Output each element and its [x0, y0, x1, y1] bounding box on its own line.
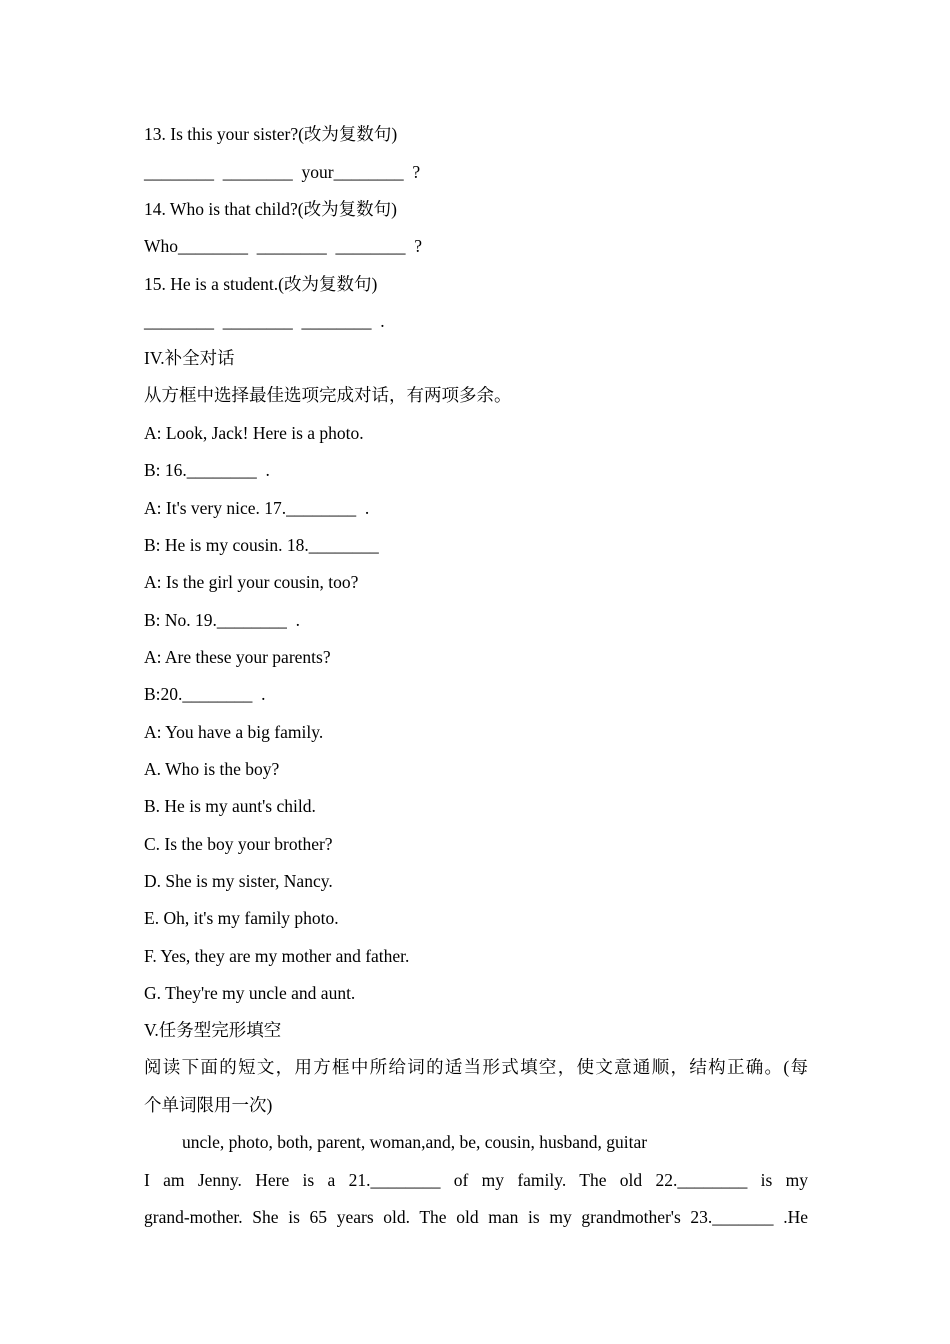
option-f: F. Yes, they are my mother and father. [144, 946, 410, 966]
answer-blanks-13: ________ ________ your________ ? [144, 162, 421, 182]
option-e: E. Oh, it's my family photo. [144, 908, 339, 928]
option-b: B. He is my aunt's child. [144, 796, 316, 816]
dialogue-line: A: It's very nice. 17.________ . [144, 498, 370, 518]
dialogue-line: A: Look, Jack! Here is a photo. [144, 423, 364, 443]
dialogue-line: B: 16.________ . [144, 460, 270, 480]
question-13: 13. Is this your sister?(改为复数句) [144, 124, 398, 144]
dialogue-line: A: Are these your parents? [144, 647, 331, 667]
answer-blanks-14: Who________ ________ ________ ? [144, 236, 423, 256]
dialogue-line: B: No. 19.________ . [144, 610, 301, 630]
option-d: D. She is my sister, Nancy. [144, 871, 333, 891]
section-heading-iv: IV.补全对话 [144, 348, 235, 368]
section-heading-v: V.任务型完形填空 [144, 1020, 282, 1040]
option-g: G. They're my uncle and aunt. [144, 983, 356, 1003]
option-a: A. Who is the boy? [144, 759, 280, 779]
question-14: 14. Who is that child?(改为复数句) [144, 199, 397, 219]
section-instruction-iv: 从方框中选择最佳选项完成对话，有两项多余。 [144, 385, 512, 405]
dialogue-line: B: He is my cousin. 18.________ [144, 535, 379, 555]
answer-blanks-15: ________ ________ ________ . [144, 311, 385, 331]
dialogue-line: B:20.________ . [144, 684, 266, 704]
passage-line: grand-mother. She is 65 years old. The old man is my grandmother's 23._______ .He [144, 1207, 808, 1227]
dialogue-line: A: Is the girl your cousin, too? [144, 572, 359, 592]
section-instruction-v: 阅读下面的短文，用方框中所给词的适当形式填空，使文意通顺，结构正确。(每 [144, 1057, 808, 1077]
word-box: uncle, photo, both, parent, woman,and, be, cousin, husband, guitar [182, 1132, 648, 1152]
dialogue-line: A: You have a big family. [144, 722, 324, 742]
section-instruction-v-cont: 个单词限用一次) [144, 1095, 273, 1115]
passage-line: I am Jenny. Here is a 21.________ of my family. The old 22.________ is my [144, 1170, 808, 1190]
option-c: C. Is the boy your brother? [144, 834, 333, 854]
question-15: 15. He is a student.(改为复数句) [144, 274, 378, 294]
